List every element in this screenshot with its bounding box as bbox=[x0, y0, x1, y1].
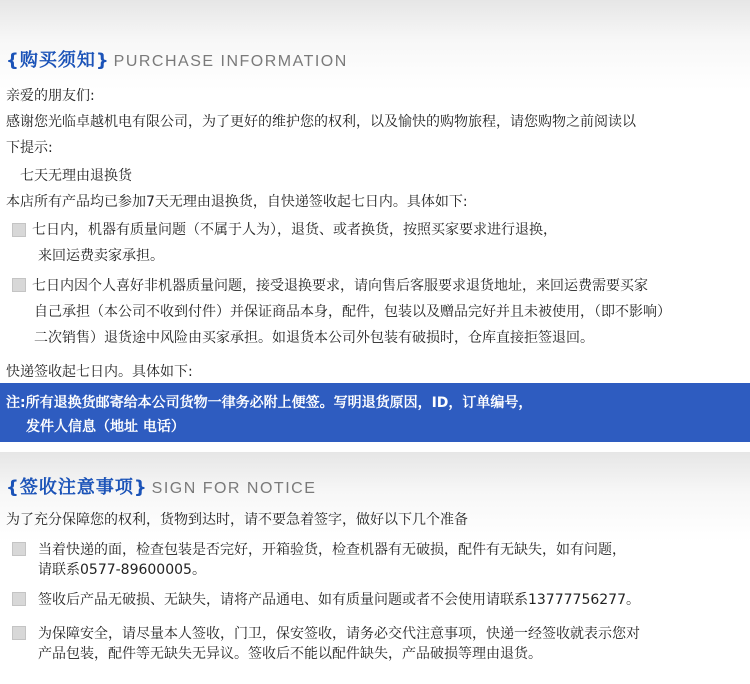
return-item-1-line-1: 七日内，机器有质量问题（不属于人为），退货、或者换货，按照买家要求进行退换， bbox=[32, 222, 557, 238]
notice-band bbox=[0, 383, 750, 442]
bullet-box-icon bbox=[12, 542, 26, 556]
sign-item-1-line-2: 请联系0577-89600005。 bbox=[38, 562, 206, 578]
notice-line-1: 注:所有退换货邮寄给本公司货物一律务必附上便签。写明退货原因，ID，订单编号， bbox=[6, 395, 533, 411]
bullet-box-icon bbox=[12, 278, 26, 292]
return-item-2-line-3: 二次销售）退货途中风险由买家承担。如退货本公司外包装有破损时，仓库直接拒签退回。 bbox=[34, 330, 594, 346]
intro-line-2: 下提示: bbox=[6, 140, 53, 156]
sign-header bbox=[6, 477, 316, 499]
bullet-box-icon bbox=[12, 592, 26, 606]
bullet-box-icon bbox=[12, 626, 26, 640]
sign-item-3-line-1: 为保障安全，请尽量本人签收，门卫，保安签收，请务必交代注意事项，快递一经签收就表示您对 bbox=[38, 626, 640, 642]
sign-item-3-line-2: 产品包装，配件等无缺失无异议。签收后不能以配件缺失，产品破损等理由退货。 bbox=[38, 646, 542, 662]
notice-line-2: 发件人信息（地址 电话） bbox=[26, 419, 185, 435]
sign-subtitle: SIGN FOR NOTICE bbox=[151, 480, 317, 497]
return-item-1-line-2: 来回运费卖家承担。 bbox=[38, 248, 164, 264]
sign-item-1-line-1: 当着快递的面，检查包装是否完好，开箱验货，检查机器有无破损，配件有无缺失，如有问题， bbox=[38, 542, 626, 558]
after-seven-days: 快递签收起七日内。具体如下: bbox=[6, 364, 193, 380]
return-item-2-line-2: 自己承担（本公司不收到付件）并保证商品本身，配件，包装以及赠品完好并且未被使用，（即不影响） bbox=[34, 304, 671, 320]
return-item-2-line-1: 七日内因个人喜好非机器质量问题，接受退换要求，请向售后客服要求退货地址，来回运费需要买家 bbox=[32, 278, 648, 294]
policy-description: 本店所有产品均已参加7天无理由退换货，自快递签收起七日内。具体如下: bbox=[6, 194, 468, 210]
intro-line-1: 感谢您光临卓越机电有限公司，为了更好的维护您的权利，以及愉快的购物旅程，请您购物之前阅读以 bbox=[6, 114, 636, 130]
sign-notice-panel bbox=[0, 452, 750, 684]
sign-title: {签收注意事项} bbox=[6, 477, 148, 498]
policy-title: 七天无理由退换货 bbox=[20, 168, 132, 184]
sign-item-2: 签收后产品无破损、无缺失，请将产品通电、如有质量问题或者不会使用请联系13777756277。 bbox=[38, 592, 640, 608]
greeting: 亲爱的朋友们: bbox=[6, 88, 95, 104]
sign-intro: 为了充分保障您的权利，货物到达时，请不要急着签字，做好以下几个准备 bbox=[6, 512, 468, 528]
section-gap bbox=[0, 442, 750, 452]
purchase-title: {购买须知} bbox=[6, 50, 110, 71]
purchase-header bbox=[6, 50, 348, 72]
bullet-box-icon bbox=[12, 223, 26, 237]
purchase-subtitle: PURCHASE INFORMATION bbox=[113, 53, 348, 70]
